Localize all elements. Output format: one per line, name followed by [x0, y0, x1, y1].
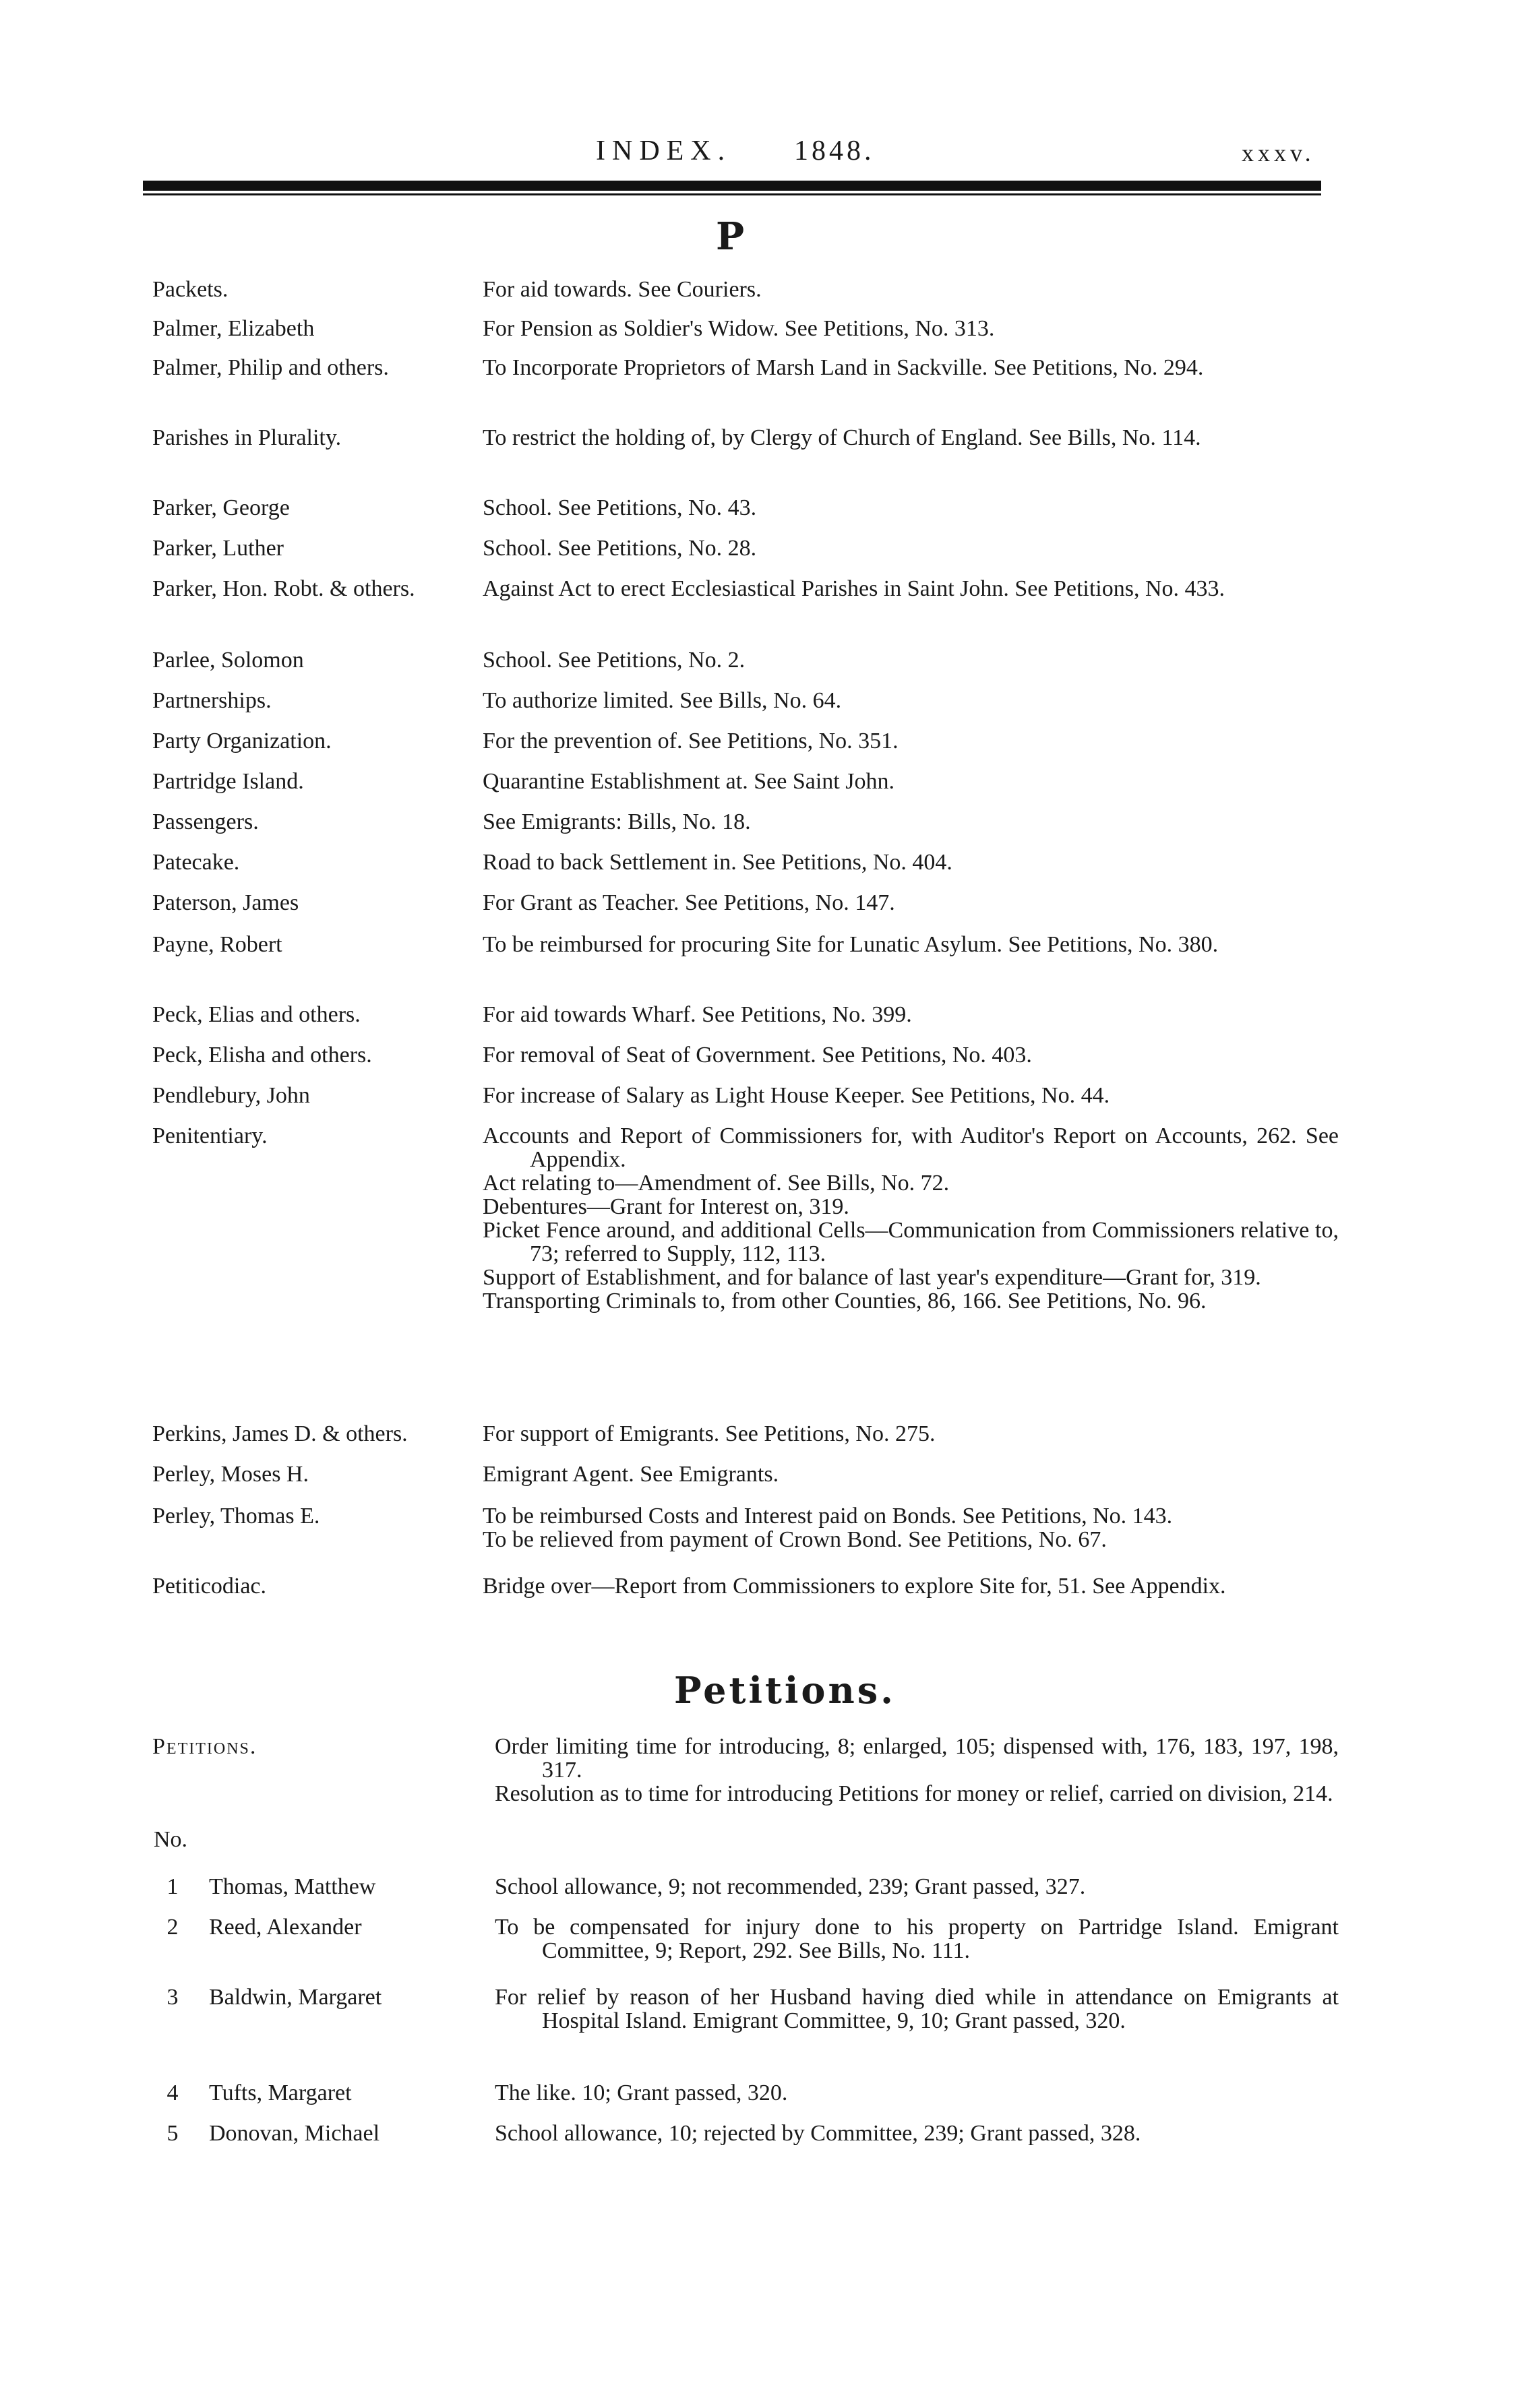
header-rule-thin: [143, 193, 1321, 195]
entry-name: Penitentiary.: [152, 1123, 268, 1148]
entry-name: Partridge Island.: [152, 769, 304, 794]
entry-line: Emigrant Agent. See Emigrants.: [483, 1462, 779, 1487]
entry-description: [483, 426, 1339, 450]
entry-name: Peck, Elias and others.: [152, 1002, 361, 1027]
entry-description: [483, 1084, 1339, 1107]
entry-name: Parishes in Plurality.: [152, 425, 342, 450]
entry-description: [483, 317, 1339, 340]
entry-name: Payne, Robert: [152, 932, 282, 957]
entry-line: Debentures—Grant for Interest on, 319.: [483, 1194, 849, 1219]
entry-line: See Emigrants: Bills, No. 18.: [483, 809, 751, 834]
petitions-heading: Petitions.: [674, 1669, 896, 1712]
entry-description: [495, 1735, 1339, 1805]
entry-line: Against Act to erect Ecclesiastical Parishes in Saint John. See Petitions, No. 433.: [483, 576, 1225, 601]
entry-line: Quarantine Establishment at. See Saint John.: [483, 769, 894, 794]
entry-name: Passengers.: [152, 809, 259, 834]
entry-description: [483, 1462, 1339, 1486]
entry-line: For relief by reason of her Husband having died while in attendance on Emigrants at Hospital Island. Emigrant Committee, 9, 10; Grant passed, 320.: [495, 1985, 1339, 2033]
petition-name: Tufts, Margaret: [209, 2080, 352, 2105]
entry-line: For aid towards Wharf. See Petitions, No. 399.: [483, 1002, 912, 1027]
entry-line: To be relieved from payment of Crown Bond. See Petitions, No. 67.: [483, 1527, 1107, 1552]
entry-line: For removal of Seat of Government. See Petitions, No. 403.: [483, 1043, 1032, 1068]
entry-line: For the prevention of. See Petitions, No. 351.: [483, 729, 899, 753]
entry-line: To be compensated for injury done to his property on Partridge Island. Emigrant Committee, 9; Report, 292. See Bills, No. 111.: [495, 1915, 1339, 1963]
entry-description: [495, 1875, 1339, 1898]
entry-name: Parker, Hon. Robt. & others.: [152, 576, 415, 601]
entry-name: Partnerships.: [152, 688, 272, 713]
entry-name: Pendlebury, John: [152, 1083, 310, 1108]
entry-name: Party Organization.: [152, 729, 332, 753]
entry-name: Parker, George: [152, 495, 290, 520]
petitions-no-label: No.: [154, 1827, 188, 1852]
entry-name: Perley, Moses H.: [152, 1462, 309, 1487]
page-year: 1848.: [794, 135, 875, 166]
entry-description: [483, 278, 1339, 301]
entry-line: School. See Petitions, No. 28.: [483, 536, 757, 561]
entry-name: Parlee, Solomon: [152, 648, 304, 673]
entry-line: To be reimbursed Costs and Interest paid on Bonds. See Petitions, No. 143.: [483, 1504, 1173, 1529]
entry-name: Palmer, Philip and others.: [152, 355, 389, 380]
entry-name: Peck, Elisha and others.: [152, 1043, 372, 1068]
page-number: xxxv.: [1242, 140, 1315, 166]
entry-description: [483, 496, 1339, 520]
entry-line: Accounts and Report of Commissioners for, with Auditor's Report on Accounts, 262. See Appendix.: [483, 1123, 1339, 1172]
entry-line: For aid towards. See Couriers.: [483, 277, 762, 302]
petition-number: 4: [166, 2080, 179, 2105]
entry-line: The like. 10; Grant passed, 320.: [495, 2080, 788, 2105]
petition-name: Reed, Alexander: [209, 1915, 362, 1940]
petition-number: 1: [166, 1874, 179, 1899]
petition-number: 3: [166, 1985, 179, 2010]
entry-name: Petiticodiac.: [152, 1574, 267, 1599]
entry-description: [495, 2122, 1339, 2145]
entry-name: Perkins, James D. & others.: [152, 1421, 408, 1446]
entry-description: [483, 1043, 1339, 1067]
entry-description: [483, 933, 1339, 956]
entry-line: Picket Fence around, and additional Cells—Communication from Commissioners relative to, 73; referred to Supply, 112, 113.: [483, 1218, 1339, 1266]
entry-line: To Incorporate Proprietors of Marsh Land in Sackville. See Petitions, No. 294.: [483, 355, 1204, 380]
entry-description: [495, 2081, 1339, 2105]
entry-line: Transporting Criminals to, from other Counties, 86, 166. See Petitions, No. 96.: [483, 1289, 1207, 1314]
petition-name: Thomas, Matthew: [209, 1874, 376, 1899]
entry-line: School. See Petitions, No. 43.: [483, 495, 757, 520]
entry-name: Perley, Thomas E.: [152, 1504, 320, 1529]
petition-number: 5: [166, 2121, 179, 2146]
entry-description: [483, 1422, 1339, 1446]
entry-line: Resolution as to time for introducing Petitions for money or relief, carried on division, 214.: [495, 1781, 1333, 1806]
entry-line: School. See Petitions, No. 2.: [483, 648, 746, 673]
entry-line: School allowance, 9; not recommended, 239; Grant passed, 327.: [495, 1874, 1086, 1899]
entry-description: [483, 1124, 1339, 1313]
entry-line: To authorize limited. See Bills, No. 64.: [483, 688, 842, 713]
entry-description: [483, 1574, 1339, 1598]
entry-name: Parker, Luther: [152, 536, 284, 561]
entry-description: [483, 536, 1339, 560]
entry-name: Packets.: [152, 277, 229, 302]
entry-description: [483, 648, 1339, 672]
entry-description: [495, 1915, 1339, 1963]
entry-description: [483, 851, 1339, 874]
entry-line: Act relating to—Amendment of. See Bills, No. 72.: [483, 1171, 950, 1196]
entry-description: [483, 891, 1339, 915]
entry-line: School allowance, 10; rejected by Committee, 239; Grant passed, 328.: [495, 2121, 1141, 2146]
page-title: INDEX.: [596, 135, 732, 166]
entry-description: [483, 689, 1339, 712]
entry-line: Support of Establishment, and for balance of last year's expenditure—Grant for, 319.: [483, 1265, 1261, 1290]
entry-line: For Pension as Soldier's Widow. See Petitions, No. 313.: [483, 316, 995, 341]
entry-line: For increase of Salary as Light House Keeper. See Petitions, No. 44.: [483, 1083, 1110, 1108]
entry-line: For support of Emigrants. See Petitions, No. 275.: [483, 1421, 936, 1446]
entry-line: Bridge over—Report from Commissioners to explore Site for, 51. See Appendix.: [483, 1574, 1226, 1599]
petitions-label: Petitions.: [152, 1734, 257, 1759]
petition-number: 2: [166, 1915, 179, 1940]
entry-description: [483, 1504, 1339, 1551]
header-rule-thick: [143, 181, 1321, 191]
entry-line: Road to back Settlement in. See Petitions, No. 404.: [483, 850, 952, 875]
entry-line: To be reimbursed for procuring Site for Lunatic Asylum. See Petitions, No. 380.: [483, 932, 1219, 957]
entry-description: [483, 729, 1339, 753]
entry-name: Patecake.: [152, 850, 240, 875]
petition-name: Donovan, Michael: [209, 2121, 380, 2146]
entry-line: To restrict the holding of, by Clergy of Church of England. See Bills, No. 114.: [483, 425, 1201, 450]
entry-description: [483, 770, 1339, 793]
entry-description: [495, 1985, 1339, 2033]
entry-name: Paterson, James: [152, 890, 299, 915]
entry-name: Palmer, Elizabeth: [152, 316, 315, 341]
entry-description: [483, 356, 1339, 379]
entry-line: For Grant as Teacher. See Petitions, No. 147.: [483, 890, 895, 915]
petition-name: Baldwin, Margaret: [209, 1985, 382, 2010]
entry-description: [483, 810, 1339, 834]
section-letter-p: P: [716, 214, 745, 259]
entry-description: [483, 577, 1339, 600]
entry-description: [483, 1003, 1339, 1026]
entry-line: Order limiting time for introducing, 8; enlarged, 105; dispensed with, 176, 183, 197, 198, 317.: [495, 1734, 1339, 1783]
